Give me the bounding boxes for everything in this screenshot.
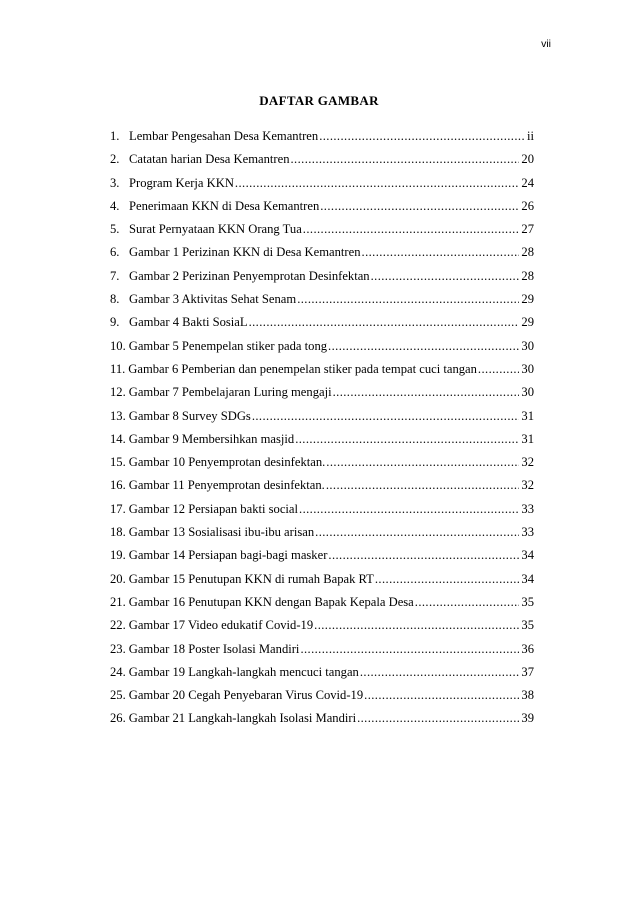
- entry-label: Gambar 14 Persiapan bagi-bagi masker: [128, 548, 328, 563]
- entry-label: Gambar 8 Survey SDGs: [128, 408, 251, 423]
- page-title: DAFTAR GAMBAR: [259, 93, 379, 108]
- entry-label: Gambar 13 Sosialisasi ibu-ibu arisan: [128, 525, 315, 540]
- toc-entry: [110, 707, 534, 730]
- entry-number: 11.: [110, 361, 126, 376]
- entry-page-number: 34: [521, 571, 534, 586]
- entry-number: 6.: [110, 245, 120, 260]
- entry-page-number: 34: [521, 548, 534, 563]
- entry-label: Catatan harian Desa Kemantren: [129, 152, 290, 167]
- entry-label: Gambar 19 Langkah-langkah mencuci tangan: [128, 664, 359, 679]
- entry-label: Gambar 6 Pemberian dan penempelan stiker pada tempat cuci tangan: [128, 361, 477, 376]
- dot-leader: [478, 358, 519, 381]
- dot-leader: [328, 544, 519, 567]
- dot-leader: [326, 474, 520, 497]
- entry-label: Gambar 7 Pembelajaran Luring mengaji: [128, 385, 332, 400]
- entry-page-number: 39: [521, 711, 534, 726]
- entry-number: 24.: [110, 664, 126, 679]
- entry-page-number: ii: [527, 129, 534, 143]
- dot-leader: [362, 241, 520, 264]
- toc-entry: [110, 521, 534, 544]
- entry-number: 22.: [110, 618, 126, 633]
- entry-number: 4.: [110, 198, 120, 213]
- entry-label: Gambar 20 Cegah Penyebaran Virus Covid-19: [128, 688, 364, 703]
- toc-entry: [110, 684, 534, 707]
- entry-number: 2.: [110, 152, 120, 167]
- entry-number: 23.: [110, 641, 126, 656]
- toc-entry: [110, 661, 534, 684]
- entry-page-number: 30: [521, 385, 534, 400]
- dot-leader: [333, 381, 520, 404]
- entry-page-number: 29: [521, 292, 534, 307]
- entry-label: Gambar 21 Langkah-langkah Isolasi Mandiri: [128, 711, 357, 726]
- toc-entry: [110, 544, 534, 567]
- entry-page-number: 37: [521, 664, 534, 679]
- entry-label: Gambar 1 Perizinan KKN di Desa Kemantren: [129, 245, 361, 260]
- entry-page-number: 20: [521, 152, 534, 167]
- entry-label: Gambar 12 Persiapan bakti social: [128, 501, 299, 516]
- toc-entry: [110, 591, 534, 614]
- entry-label: Gambar 5 Penempelan stiker pada tong: [128, 338, 328, 353]
- toc-entry: [110, 288, 534, 311]
- dot-leader: [357, 707, 519, 730]
- dot-leader: [371, 265, 520, 288]
- entry-label: Program Kerja KKN: [129, 175, 234, 190]
- toc-entry: [110, 148, 534, 171]
- entry-number: 1.: [110, 129, 120, 143]
- toc-entry: [110, 218, 534, 241]
- dot-leader: [299, 498, 519, 521]
- entry-number: 26.: [110, 711, 126, 726]
- entry-label: Penerimaan KKN di Desa Kemantren: [129, 198, 320, 213]
- page-number: vii: [541, 38, 551, 50]
- toc-entry: [110, 241, 534, 264]
- entry-label: Gambar 11 Penyemprotan desinfektan.: [128, 478, 325, 493]
- toc-entry: [110, 172, 534, 195]
- entry-page-number: 26: [521, 198, 534, 213]
- entry-page-number: 27: [521, 222, 534, 237]
- entry-number: 3.: [110, 175, 120, 190]
- entry-number: 13.: [110, 408, 126, 423]
- toc-entry: [110, 428, 534, 451]
- entry-number: 12.: [110, 385, 126, 400]
- toc-entry: [110, 311, 534, 334]
- toc-entry: [110, 451, 534, 474]
- toc-entry: [110, 498, 534, 521]
- entry-page-number: 30: [521, 338, 534, 353]
- dot-leader: [291, 148, 520, 171]
- dot-leader: [328, 335, 519, 358]
- entry-page-number: 31: [521, 408, 534, 423]
- entry-number: 16.: [110, 478, 126, 493]
- entry-number: 21.: [110, 594, 126, 609]
- dot-leader: [300, 638, 519, 661]
- toc-entry: [110, 474, 534, 497]
- entry-page-number: 29: [521, 315, 534, 330]
- entry-label: Gambar 10 Penyemprotan desinfektan.: [128, 455, 326, 470]
- dot-leader: [315, 521, 519, 544]
- entry-page-number: 35: [521, 618, 534, 633]
- entry-label: Gambar 17 Video edukatif Covid-19: [128, 618, 314, 633]
- entry-page-number: 28: [521, 268, 534, 283]
- toc-entry: [110, 568, 534, 591]
- toc-entry: [110, 358, 534, 381]
- entry-page-number: 33: [521, 501, 534, 516]
- toc-entry: [110, 195, 534, 218]
- entry-page-number: 36: [521, 641, 534, 656]
- toc-entry: [110, 125, 534, 148]
- entry-page-number: 32: [521, 478, 534, 493]
- dot-leader: [360, 661, 520, 684]
- dot-leader: [252, 405, 520, 428]
- entry-label: Gambar 18 Poster Isolasi Mandiri: [128, 641, 300, 656]
- dot-leader: [235, 172, 519, 195]
- toc-entry: [110, 381, 534, 404]
- entry-number: 5.: [110, 222, 120, 237]
- dot-leader: [375, 568, 520, 591]
- entry-number: 25.: [110, 688, 126, 703]
- entry-number: 8.: [110, 292, 120, 307]
- entry-number: 9.: [110, 315, 120, 330]
- entry-label: Surat Pernyataan KKN Orang Tua: [129, 222, 302, 237]
- dot-leader: [303, 218, 520, 241]
- entry-label: Gambar 9 Membersihkan masjid: [128, 431, 295, 446]
- entry-page-number: 38: [521, 688, 534, 703]
- entry-page-number: 31: [521, 431, 534, 446]
- dot-leader: [364, 684, 519, 707]
- entry-number: 18.: [110, 525, 126, 540]
- entry-page-number: 33: [521, 525, 534, 540]
- dot-leader: [326, 451, 519, 474]
- entry-number: 10.: [110, 338, 126, 353]
- entry-number: 14.: [110, 431, 126, 446]
- toc-entry: [110, 335, 534, 358]
- entry-page-number: 30: [521, 361, 534, 376]
- dot-leader: [249, 311, 520, 334]
- entry-number: 19.: [110, 548, 126, 563]
- entry-label: Gambar 3 Aktivitas Sehat Senam: [129, 292, 297, 307]
- dot-leader: [297, 288, 519, 311]
- dot-leader: [314, 614, 519, 637]
- dot-leader: [319, 125, 525, 148]
- dot-leader: [415, 591, 520, 614]
- dot-leader: [320, 195, 519, 218]
- entry-number: 15.: [110, 455, 126, 470]
- entry-label: Gambar 16 Penutupan KKN dengan Bapak Kepala Desa: [128, 594, 414, 609]
- entry-page-number: 24: [521, 175, 534, 190]
- entry-number: 20.: [110, 571, 126, 586]
- entry-label: Gambar 15 Penutupan KKN di rumah Bapak RT: [128, 571, 374, 586]
- entry-number: 7.: [110, 268, 120, 283]
- toc-entry: [110, 614, 534, 637]
- toc-entry: [110, 405, 534, 428]
- entry-page-number: 32: [521, 455, 534, 470]
- dot-leader: [295, 428, 519, 451]
- entry-page-number: 28: [521, 245, 534, 260]
- entry-number: 17.: [110, 501, 126, 516]
- entry-label: Gambar 4 Bakti SosiaL: [129, 315, 248, 330]
- entry-label: Gambar 2 Perizinan Penyemprotan Desinfektan: [129, 268, 370, 283]
- entry-label: Lembar Pengesahan Desa Kemantren: [129, 129, 319, 143]
- toc-entry: [110, 265, 534, 288]
- entry-page-number: 35: [521, 594, 534, 609]
- toc-entry: [110, 638, 534, 661]
- figure-list: [110, 125, 534, 731]
